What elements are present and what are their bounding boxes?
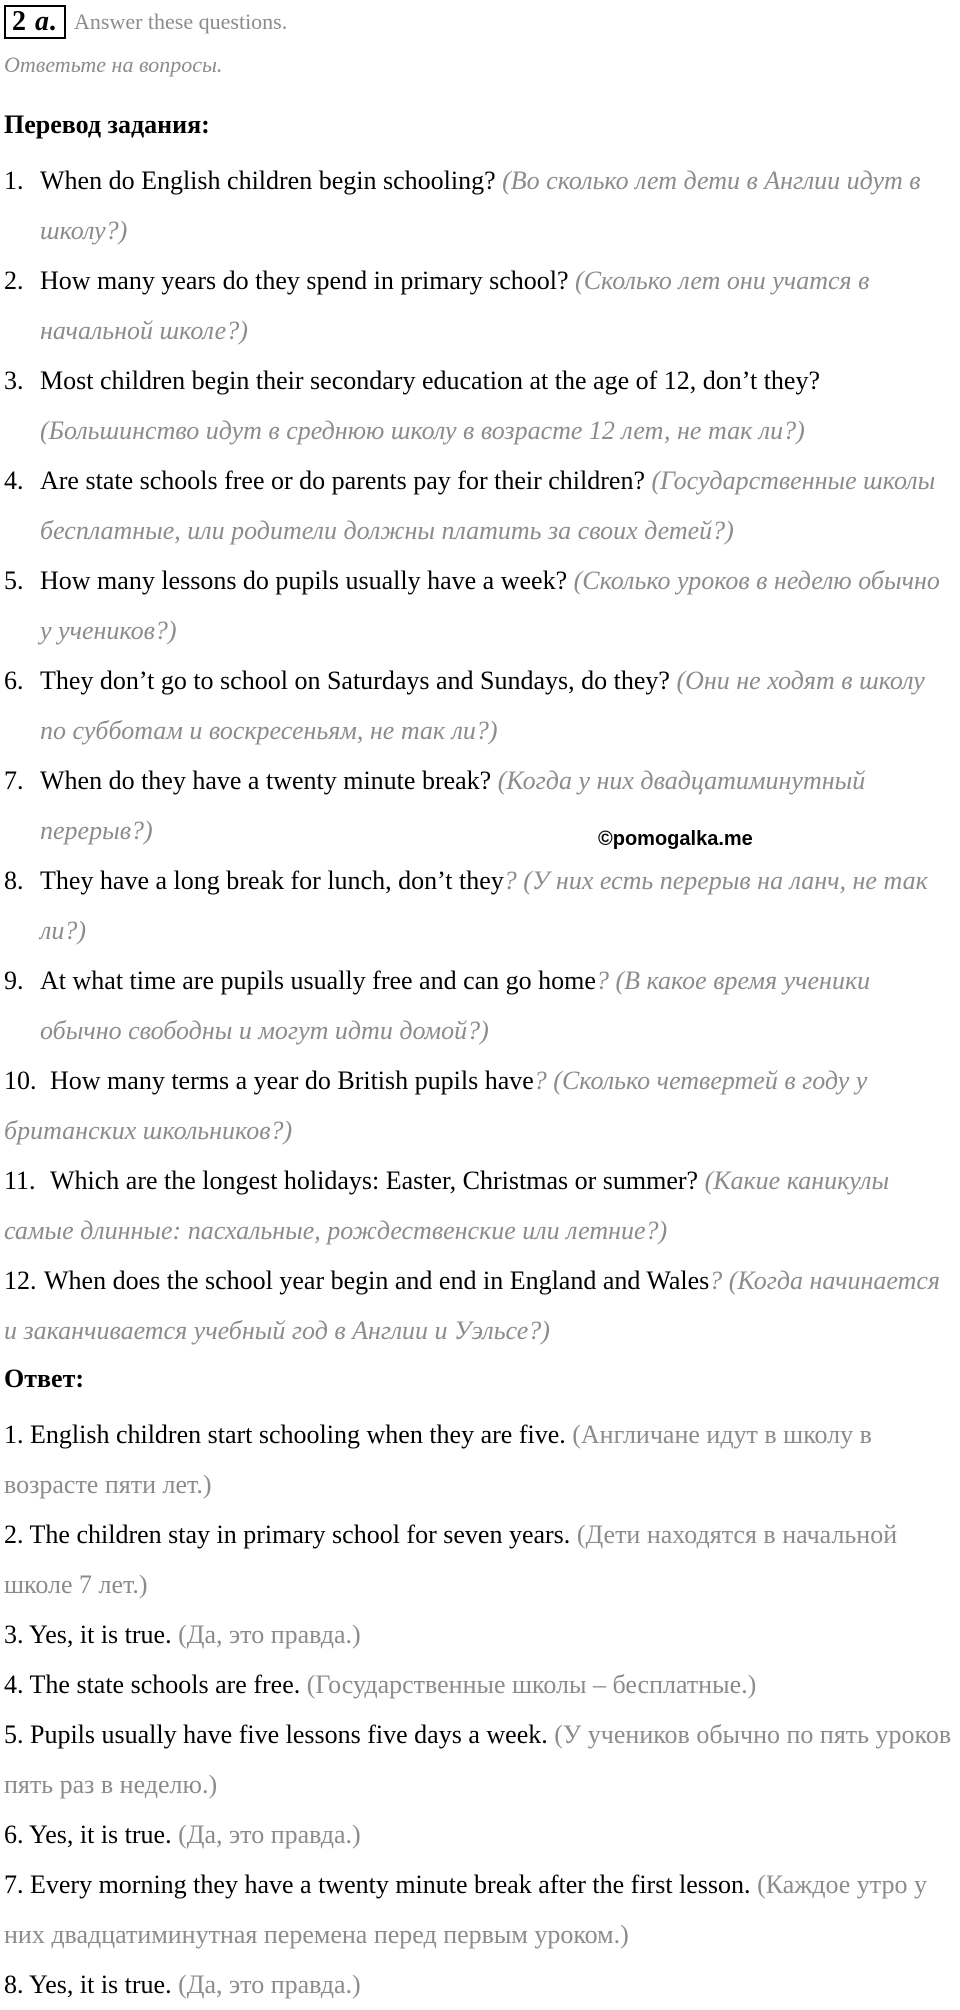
question-en: When do they have a twenty minute break? <box>40 766 492 795</box>
question-number: 12. <box>4 1266 37 1295</box>
answer-item <box>4 1710 954 1810</box>
question-number: 7. <box>4 766 24 795</box>
answer-en: 6. Yes, it is true. <box>4 1820 172 1849</box>
question-number: 2. <box>4 266 24 295</box>
question-ru: ? (Когда начинается и заканчивается учебный год в Англии и Уэльсе?) <box>4 1266 940 1345</box>
question-number: 5. <box>4 566 24 595</box>
answer-item <box>4 1660 954 1710</box>
answer-ru: (Да, это правда.) <box>178 1620 361 1649</box>
answer-en: 1. English children start schooling when they are five. <box>4 1420 566 1449</box>
question-ru: (Большинство идут в среднюю школу в возрасте 12 лет, не так ли?) <box>40 416 805 445</box>
answer-ru: (Англичане идут в школу в возрасте пяти лет.) <box>4 1420 872 1499</box>
question-ru: (Когда у них двадцатиминутный перерыв?) <box>40 766 866 845</box>
question-en: Most children begin their secondary education at the age of 12, don’t they? <box>40 366 820 395</box>
question-number: 9. <box>4 966 24 995</box>
question-item <box>4 1156 954 1256</box>
question-ru: ? (У них есть перерыв на ланч, не так ли?) <box>40 866 928 945</box>
question-en: At what time are pupils usually free and can go home <box>40 966 596 995</box>
question-number: 10. <box>4 1066 37 1095</box>
question-number: 4. <box>4 466 24 495</box>
answer-ru: (У учеников обычно по пять уроков пять раз в неделю.) <box>4 1720 952 1799</box>
answer-ru: (Каждое утро у них двадцатиминутная перемена перед первым уроком.) <box>4 1870 927 1949</box>
answer-en: 4. The state schools are free. <box>4 1670 301 1699</box>
question-item <box>4 1056 954 1156</box>
watermark: ©pomogalka.me <box>598 828 753 850</box>
question-item <box>4 956 954 1056</box>
question-item <box>4 256 954 356</box>
question-ru: (Сколько уроков в неделю обычно у учеников?) <box>40 566 940 645</box>
answer-item <box>4 1410 954 1510</box>
answer-ru: (Да, это правда.) <box>178 1820 361 1849</box>
answer-item <box>4 1810 954 1860</box>
question-number: 3. <box>4 366 24 395</box>
question-ru: ? (В какое время ученики обычно свободны и могут идти домой?) <box>40 966 871 1045</box>
answer-item <box>4 1960 954 2010</box>
question-item <box>4 456 954 556</box>
answer-item <box>4 1610 954 1660</box>
answer-en: 7. Every morning they have a twenty minute break after the first lesson. <box>4 1870 751 1899</box>
answer-en: 5. Pupils usually have five lessons five days a week. <box>4 1720 548 1749</box>
task-number: 2 <box>12 6 27 37</box>
question-number: 11. <box>4 1166 36 1195</box>
question-ru: (Государственные школы бесплатные, или родители должны платить за своих детей?) <box>40 466 936 545</box>
question-en: They have a long break for lunch, don’t they <box>40 866 504 895</box>
question-en: Which are the longest holidays: Easter, Christmas or summer? <box>50 1166 699 1195</box>
question-item <box>4 1256 954 1356</box>
question-ru: (Какие каникулы самые длинные: пасхальные, рождественские или летние?) <box>4 1166 890 1245</box>
answer-en: 3. Yes, it is true. <box>4 1620 172 1649</box>
question-ru: (Во сколько лет дети в Англии идут в школу?) <box>40 166 921 245</box>
answer-heading: Ответ: <box>4 1364 85 1393</box>
task-instruction-ru: Ответьте на вопросы. <box>4 52 223 77</box>
answer-ru: (Дети находятся в начальной школе 7 лет.) <box>4 1520 898 1599</box>
answer-item <box>4 1510 954 1610</box>
question-en: How many terms a year do British pupils have <box>50 1066 534 1095</box>
translation-heading: Перевод задания: <box>4 110 210 139</box>
question-ru: (Они не ходят в школу по субботам и воскресеньям, не так ли?) <box>40 666 925 745</box>
question-en: They don’t go to school on Saturdays and Sundays, do they? <box>40 666 670 695</box>
question-en: How many years do they spend in primary school? <box>40 266 569 295</box>
task-letter: a. <box>35 6 58 37</box>
question-item <box>4 156 954 256</box>
task-instruction-en: Answer these questions. <box>74 9 288 34</box>
answer-ru: (Государственные школы – бесплатные.) <box>306 1670 757 1699</box>
question-en: When does the school year begin and end in England and Wales <box>44 1266 710 1295</box>
question-item <box>4 856 954 956</box>
question-en: Are state schools free or do parents pay for their children? <box>40 466 645 495</box>
question-number: 1. <box>4 166 24 195</box>
answer-en: 8. Yes, it is true. <box>4 1970 172 1999</box>
answer-ru: (Да, это правда.) <box>178 1970 361 1999</box>
question-en: How many lessons do pupils usually have a week? <box>40 566 568 595</box>
question-number: 8. <box>4 866 24 895</box>
answer-item <box>4 1860 954 1960</box>
question-en: When do English children begin schooling? <box>40 166 496 195</box>
question-ru: ? (Сколько четвертей в году у британских школьников?) <box>4 1066 868 1145</box>
question-number: 6. <box>4 666 24 695</box>
task-number-box <box>4 5 66 39</box>
question-item <box>4 356 954 456</box>
question-item <box>4 656 954 756</box>
question-item <box>4 556 954 656</box>
task-header <box>4 4 287 40</box>
question-item <box>4 756 954 856</box>
answer-en: 2. The children stay in primary school for seven years. <box>4 1520 571 1549</box>
question-ru: (Сколько лет они учатся в начальной школе?) <box>40 266 870 345</box>
